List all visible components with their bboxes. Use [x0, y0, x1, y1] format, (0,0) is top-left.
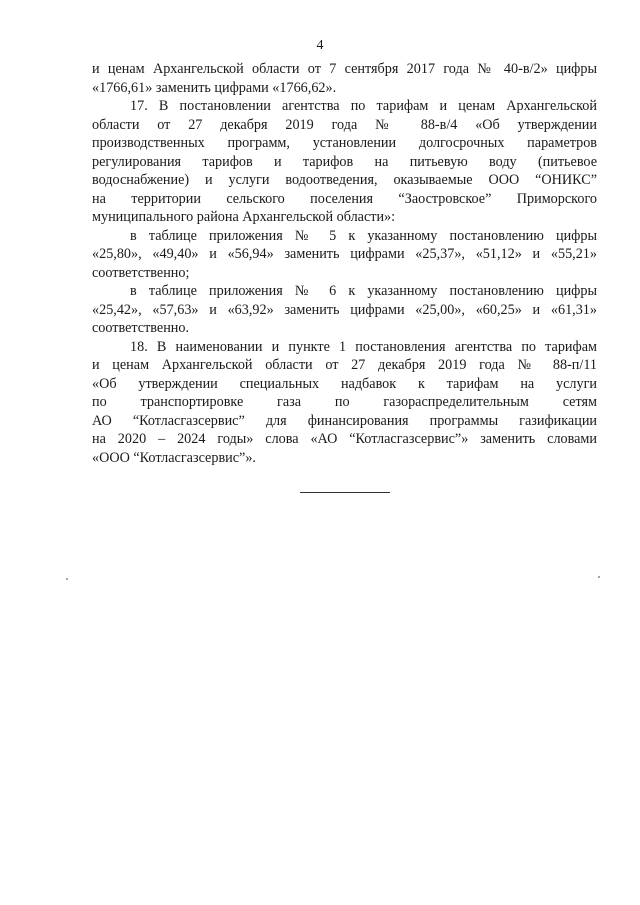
scan-speck: [598, 576, 600, 578]
paragraph-item-17-table-5: [92, 227, 597, 283]
text-line: «Об утверждении специальных надбавок к тарифам на услуги: [92, 375, 597, 392]
paragraph-continuation: [92, 60, 597, 97]
text-line: «25,80», «49,40» и «56,94» заменить цифрами «25,37», «51,12» и «55,21»: [92, 246, 597, 262]
text-line: по транспортировке газа по газораспределительным сетям: [92, 394, 597, 410]
scan-speck: [66, 578, 68, 580]
text-line: регулирования тарифов и тарифов на питьевую воду (питьевое: [92, 153, 597, 170]
text-line: на 2020 – 2024 годы» слова «АО “Котласгазсервис”» заменить словами: [92, 431, 597, 447]
paragraph-item-17-table-6: [92, 282, 597, 338]
end-separator-line: [300, 492, 390, 493]
text-line: производственных программ, установлении долгосрочных параметров: [92, 135, 597, 151]
paragraph-item-17: [92, 97, 597, 227]
text-line: 18. В наименовании и пункте 1 постановления агентства по тарифам: [130, 338, 597, 355]
text-line: «1766,61» заменить цифрами «1766,62».: [92, 79, 337, 96]
text-line: муниципального района Архангельской области»:: [92, 209, 396, 225]
text-line: в таблице приложения № 5 к указанному постановлению цифры: [130, 227, 597, 244]
text-line: на территории сельского поселения “Заостровское” Приморского: [92, 190, 597, 207]
text-line: и ценам Архангельской области от 27 декабря 2019 года № 88-п/11: [92, 357, 597, 373]
page-number: 4: [316, 38, 324, 53]
text-line: 17. В постановлении агентства по тарифам и ценам Архангельской: [130, 98, 597, 114]
text-line: «25,42», «57,63» и «63,92» заменить цифрами «25,00», «60,25» и «61,31»: [92, 301, 597, 318]
text-line: соответственно.: [92, 320, 190, 336]
text-line: АО “Котласгазсервис” для финансирования программы газификации: [92, 412, 597, 429]
text-line: соответственно;: [92, 264, 190, 281]
text-line: области от 27 декабря 2019 года № 88-в/4 «Об утверждении: [92, 116, 597, 133]
text-line: водоснабжение) и услуги водоотведения, оказываемые ООО “ОНИКС”: [92, 172, 597, 188]
text-line: в таблице приложения № 6 к указанному постановлению цифры: [130, 283, 597, 299]
document-body: [92, 60, 597, 467]
paragraph-item-18: [92, 338, 597, 468]
text-line: и ценам Архангельской области от 7 сентября 2017 года № 40-в/2» цифры: [92, 61, 597, 77]
text-line: «ООО “Котласгазсервис”».: [92, 449, 256, 466]
